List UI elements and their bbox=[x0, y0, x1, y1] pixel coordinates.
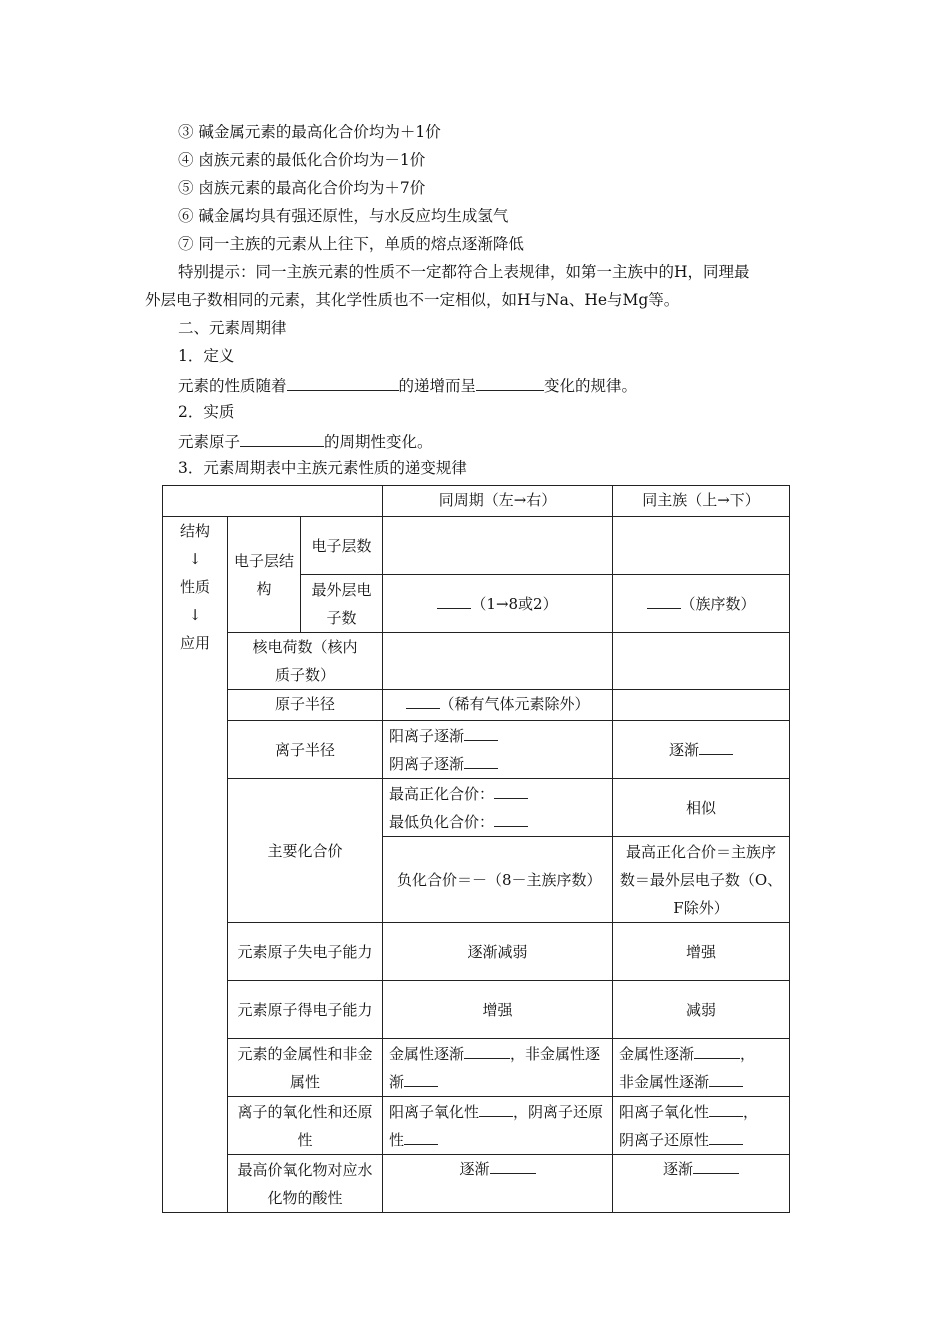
fill-blank bbox=[406, 692, 440, 709]
list-item-7: ⑦ 同一主族的元素从上往下，单质的熔点逐渐降低 bbox=[178, 235, 524, 253]
acidity-period: 逐渐 bbox=[383, 1155, 613, 1213]
fill-blank bbox=[464, 752, 498, 769]
table-row bbox=[163, 779, 790, 837]
fill-blank bbox=[479, 1100, 513, 1117]
valence-period-values: 最高正化合价： 最低负化合价： bbox=[383, 779, 613, 837]
fill-blank bbox=[287, 374, 399, 391]
section-title: 二、元素周期律 bbox=[178, 319, 287, 337]
valence-group-rule: 最高正化合价＝主族序数＝最外层电子数（O、F除外） bbox=[613, 837, 790, 923]
table-row bbox=[163, 923, 790, 981]
fill-blank bbox=[476, 374, 544, 391]
nuclear-charge-period bbox=[383, 633, 613, 690]
acidity-group: 逐渐 bbox=[613, 1155, 790, 1213]
list-item-5: ⑤ 卤族元素的最高化合价均为＋7价 bbox=[178, 179, 426, 197]
outer-electrons-group: （族序数） bbox=[613, 575, 790, 633]
gain-electron-period: 增强 bbox=[383, 981, 613, 1039]
metallic-label: 元素的金属性和非金属性 bbox=[228, 1039, 383, 1097]
fill-blank bbox=[647, 592, 681, 609]
fill-blank bbox=[709, 1070, 743, 1087]
table-row bbox=[163, 721, 790, 779]
electron-shells-label: 电子层数 bbox=[301, 517, 383, 575]
nuclear-charge-label: 核电荷数（核内质子数） bbox=[228, 633, 383, 690]
metallic-period: 金属性逐渐 ，非金属性逐渐 bbox=[383, 1039, 613, 1097]
header-empty-cell bbox=[163, 486, 383, 517]
nuclear-charge-group bbox=[613, 633, 790, 690]
fill-blank bbox=[709, 1128, 743, 1145]
table-row bbox=[163, 1039, 790, 1097]
atomic-radius-label: 原子半径 bbox=[228, 690, 383, 721]
outer-electrons-period: （1→8或2） bbox=[383, 575, 613, 633]
periodic-law-table bbox=[162, 485, 790, 1213]
acidity-label: 最高价氧化物对应水化物的酸性 bbox=[228, 1155, 383, 1213]
redox-group: 阳离子氧化性 ， 阴离子还原性 bbox=[613, 1097, 790, 1155]
essence-heading: 2．实质 bbox=[178, 403, 235, 421]
fill-blank bbox=[464, 1042, 510, 1059]
fill-blank bbox=[709, 1100, 743, 1117]
redox-label: 离子的氧化性和还原性 bbox=[228, 1097, 383, 1155]
fill-blank bbox=[437, 592, 471, 609]
tip-line-2: 外层电子数相同的元素，其化学性质也不一定相似，如H与Na、He与Mg等。 bbox=[145, 291, 680, 309]
atomic-radius-group bbox=[613, 690, 790, 721]
table-row bbox=[163, 517, 790, 575]
fill-blank bbox=[494, 810, 528, 827]
definition-text bbox=[178, 374, 637, 396]
table-row bbox=[163, 633, 790, 690]
fill-blank bbox=[699, 738, 733, 755]
electron-structure-label: 电子层结构 bbox=[228, 517, 301, 633]
definition-text-b: 的递增而呈 bbox=[398, 377, 477, 395]
tip-line-1: 特别提示：同一主族元素的性质不一定都符合上表规律，如第一主族中的H，同理最 bbox=[178, 263, 750, 281]
metallic-group: 金属性逐渐 ， 非金属性逐渐 bbox=[613, 1039, 790, 1097]
list-item-4: ④ 卤族元素的最低化合价均为－1价 bbox=[178, 151, 426, 169]
lose-electron-period: 逐渐减弱 bbox=[383, 923, 613, 981]
ionic-radius-period: 阳离子逐渐 阴离子逐渐 bbox=[383, 721, 613, 779]
fill-blank bbox=[693, 1157, 739, 1174]
fill-blank bbox=[404, 1070, 438, 1087]
definition-text-c: 变化的规律。 bbox=[544, 377, 638, 395]
fill-blank bbox=[490, 1157, 536, 1174]
gain-electron-label: 元素原子得电子能力 bbox=[228, 981, 383, 1039]
atomic-radius-period: （稀有气体元素除外） bbox=[383, 690, 613, 721]
fill-blank bbox=[404, 1128, 438, 1145]
fill-blank bbox=[464, 724, 498, 741]
redox-period: 阳离子氧化性 ，阴离子还原性 bbox=[383, 1097, 613, 1155]
list-item-6: ⑥ 碱金属均具有强还原性，与水反应均生成氢气 bbox=[178, 207, 509, 225]
essence-text-b: 的周期性变化。 bbox=[324, 433, 433, 451]
electron-shells-group bbox=[613, 517, 790, 575]
header-group: 同主族（上→下） bbox=[613, 486, 790, 517]
fill-blank bbox=[494, 782, 528, 799]
essence-text-a: 元素原子 bbox=[178, 433, 241, 451]
ionic-radius-label: 离子半径 bbox=[228, 721, 383, 779]
side-label: 结构 ↓ 性质 ↓ 应用 bbox=[163, 517, 228, 1213]
ionic-radius-group: 逐渐 bbox=[613, 721, 790, 779]
table-row bbox=[163, 1155, 790, 1213]
valence-neg-rule: 负化合价＝－（8－主族序数） bbox=[383, 837, 613, 923]
valence-label: 主要化合价 bbox=[228, 779, 383, 923]
essence-text bbox=[178, 430, 433, 452]
gain-electron-group: 减弱 bbox=[613, 981, 790, 1039]
lose-electron-label: 元素原子失电子能力 bbox=[228, 923, 383, 981]
lose-electron-group: 增强 bbox=[613, 923, 790, 981]
list-item-3: ③ 碱金属元素的最高化合价均为＋1价 bbox=[178, 123, 441, 141]
fill-blank bbox=[240, 430, 324, 447]
table-row bbox=[163, 1097, 790, 1155]
table-heading: 3．元素周期表中主族元素性质的递变规律 bbox=[178, 459, 467, 477]
outer-electrons-label: 最外层电子数 bbox=[301, 575, 383, 633]
header-period: 同周期（左→右） bbox=[383, 486, 613, 517]
definition-text-a: 元素的性质随着 bbox=[178, 377, 287, 395]
table-row bbox=[163, 981, 790, 1039]
table-header-row bbox=[163, 486, 790, 517]
table-row bbox=[163, 690, 790, 721]
electron-shells-period bbox=[383, 517, 613, 575]
valence-group-similar: 相似 bbox=[613, 779, 790, 837]
fill-blank bbox=[694, 1042, 740, 1059]
definition-heading: 1．定义 bbox=[178, 347, 235, 365]
